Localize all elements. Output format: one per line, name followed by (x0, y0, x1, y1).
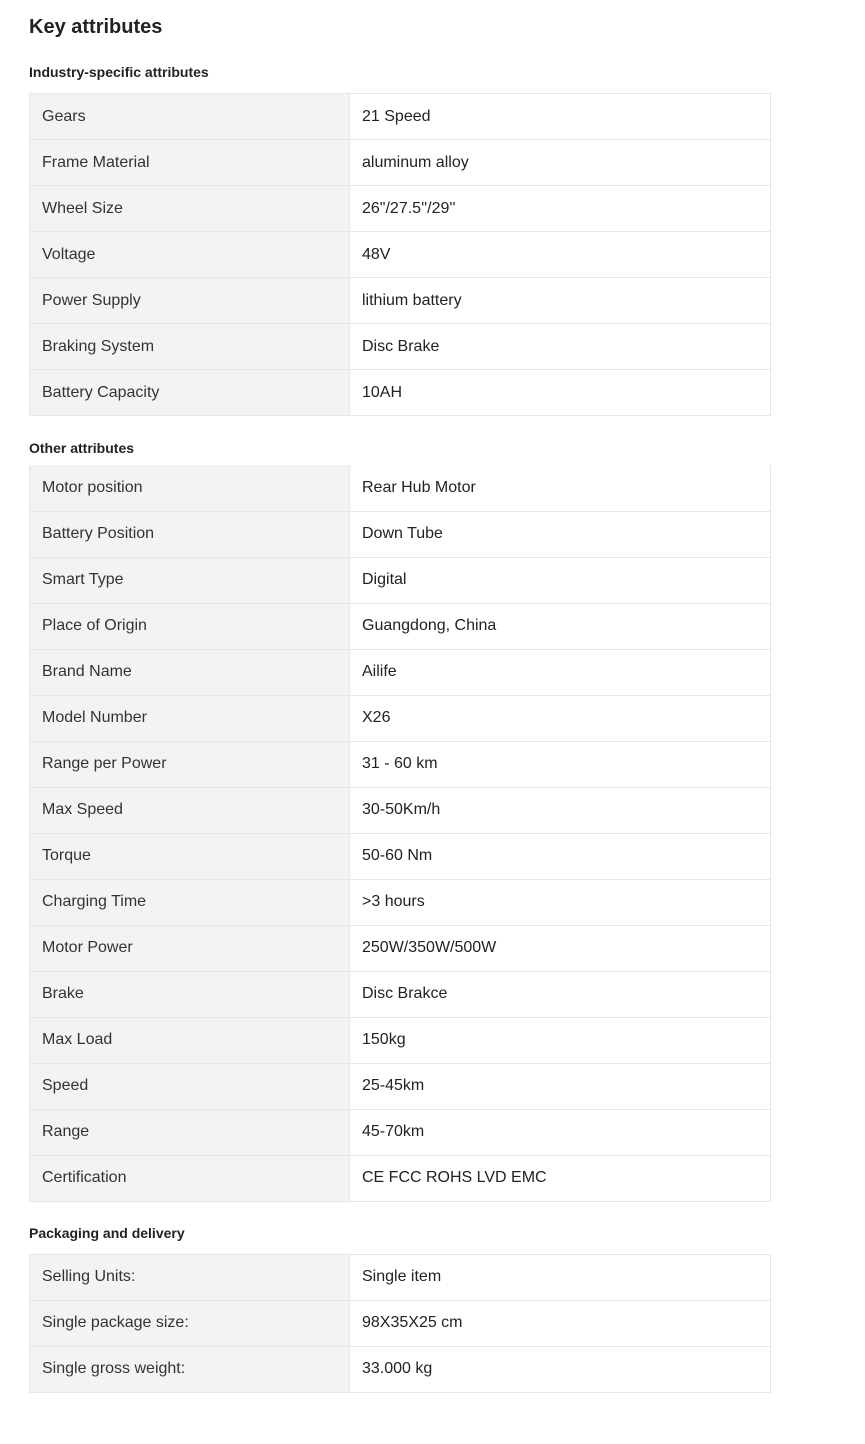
attribute-value: >3 hours (350, 879, 771, 925)
attribute-label: Range per Power (30, 741, 350, 787)
attribute-label: Max Load (30, 1017, 350, 1063)
attribute-row (30, 232, 771, 278)
attribute-label: Charging Time (30, 879, 350, 925)
attribute-row (30, 370, 771, 416)
attribute-label: Motor Power (30, 925, 350, 971)
attribute-value: Digital (350, 557, 771, 603)
attribute-label: Frame Material (30, 140, 350, 186)
attribute-label: Single package size: (30, 1300, 350, 1346)
attribute-row (30, 787, 771, 833)
attribute-value: 250W/350W/500W (350, 925, 771, 971)
key-attributes-panel (29, 0, 770, 1393)
attribute-label: Smart Type (30, 557, 350, 603)
attribute-label: Voltage (30, 232, 350, 278)
attribute-value: 10AH (350, 370, 771, 416)
attribute-label: Brake (30, 971, 350, 1017)
attribute-value: 150kg (350, 1017, 771, 1063)
attribute-row (30, 511, 771, 557)
attribute-row (30, 324, 771, 370)
page-title: Key attributes (29, 16, 163, 38)
attribute-value: 45-70km (350, 1109, 771, 1155)
attribute-value: 30-50Km/h (350, 787, 771, 833)
attribute-row (30, 649, 771, 695)
attribute-row (30, 1063, 771, 1109)
attribute-row (30, 1109, 771, 1155)
attribute-label: Selling Units: (30, 1254, 350, 1300)
attribute-value: aluminum alloy (350, 140, 771, 186)
attribute-row (30, 278, 771, 324)
attribute-label: Braking System (30, 324, 350, 370)
attribute-value: 31 - 60 km (350, 741, 771, 787)
attribute-row (30, 925, 771, 971)
attribute-value: X26 (350, 695, 771, 741)
attribute-label: Motor position (30, 465, 350, 511)
attribute-row (30, 1155, 771, 1201)
attribute-label: Range (30, 1109, 350, 1155)
attribute-row (30, 186, 771, 232)
attribute-label: Max Speed (30, 787, 350, 833)
attribute-row (30, 140, 771, 186)
attribute-label: Certification (30, 1155, 350, 1201)
attribute-row (30, 465, 771, 511)
attribute-value: Disc Brake (350, 324, 771, 370)
industry-attributes-title: Industry-specific attributes (29, 64, 209, 80)
attribute-label: Single gross weight: (30, 1346, 350, 1392)
attribute-value: Down Tube (350, 511, 771, 557)
attribute-row (30, 971, 771, 1017)
attribute-value: Guangdong, China (350, 603, 771, 649)
other-attributes-title: Other attributes (29, 440, 135, 456)
attribute-label: Speed (30, 1063, 350, 1109)
attribute-row (30, 833, 771, 879)
packaging-delivery-table (29, 1254, 771, 1393)
attribute-value: Rear Hub Motor (350, 465, 771, 511)
attribute-row (30, 1254, 771, 1300)
attribute-value: CE FCC ROHS LVD EMC (350, 1155, 771, 1201)
attribute-label: Place of Origin (30, 603, 350, 649)
attribute-label: Brand Name (30, 649, 350, 695)
attribute-value: 48V (350, 232, 771, 278)
attribute-label: Power Supply (30, 278, 350, 324)
attribute-row (30, 695, 771, 741)
attribute-value: 33.000 kg (350, 1346, 771, 1392)
attribute-value: 50-60 Nm (350, 833, 771, 879)
attribute-row (30, 1300, 771, 1346)
attribute-value: 26"/27.5''/29'' (350, 186, 771, 232)
attribute-row (30, 879, 771, 925)
attribute-label: Model Number (30, 695, 350, 741)
attribute-row (30, 1346, 771, 1392)
other-attributes-table (29, 465, 771, 1202)
attribute-label: Battery Capacity (30, 370, 350, 416)
attribute-label: Battery Position (30, 511, 350, 557)
attribute-row (30, 557, 771, 603)
attribute-row (30, 94, 771, 140)
attribute-label: Gears (30, 94, 350, 140)
attribute-value: 25-45km (350, 1063, 771, 1109)
attribute-value: lithium battery (350, 278, 771, 324)
attribute-row (30, 1017, 771, 1063)
attribute-label: Torque (30, 833, 350, 879)
attribute-value: 21 Speed (350, 94, 771, 140)
attribute-row (30, 603, 771, 649)
attribute-value: Single item (350, 1254, 771, 1300)
attribute-value: Disc Brakce (350, 971, 771, 1017)
attribute-row (30, 741, 771, 787)
packaging-delivery-title: Packaging and delivery (29, 1224, 185, 1241)
industry-attributes-table (29, 93, 771, 416)
attribute-value: Ailife (350, 649, 771, 695)
attribute-value: 98X35X25 cm (350, 1300, 771, 1346)
attribute-label: Wheel Size (30, 186, 350, 232)
